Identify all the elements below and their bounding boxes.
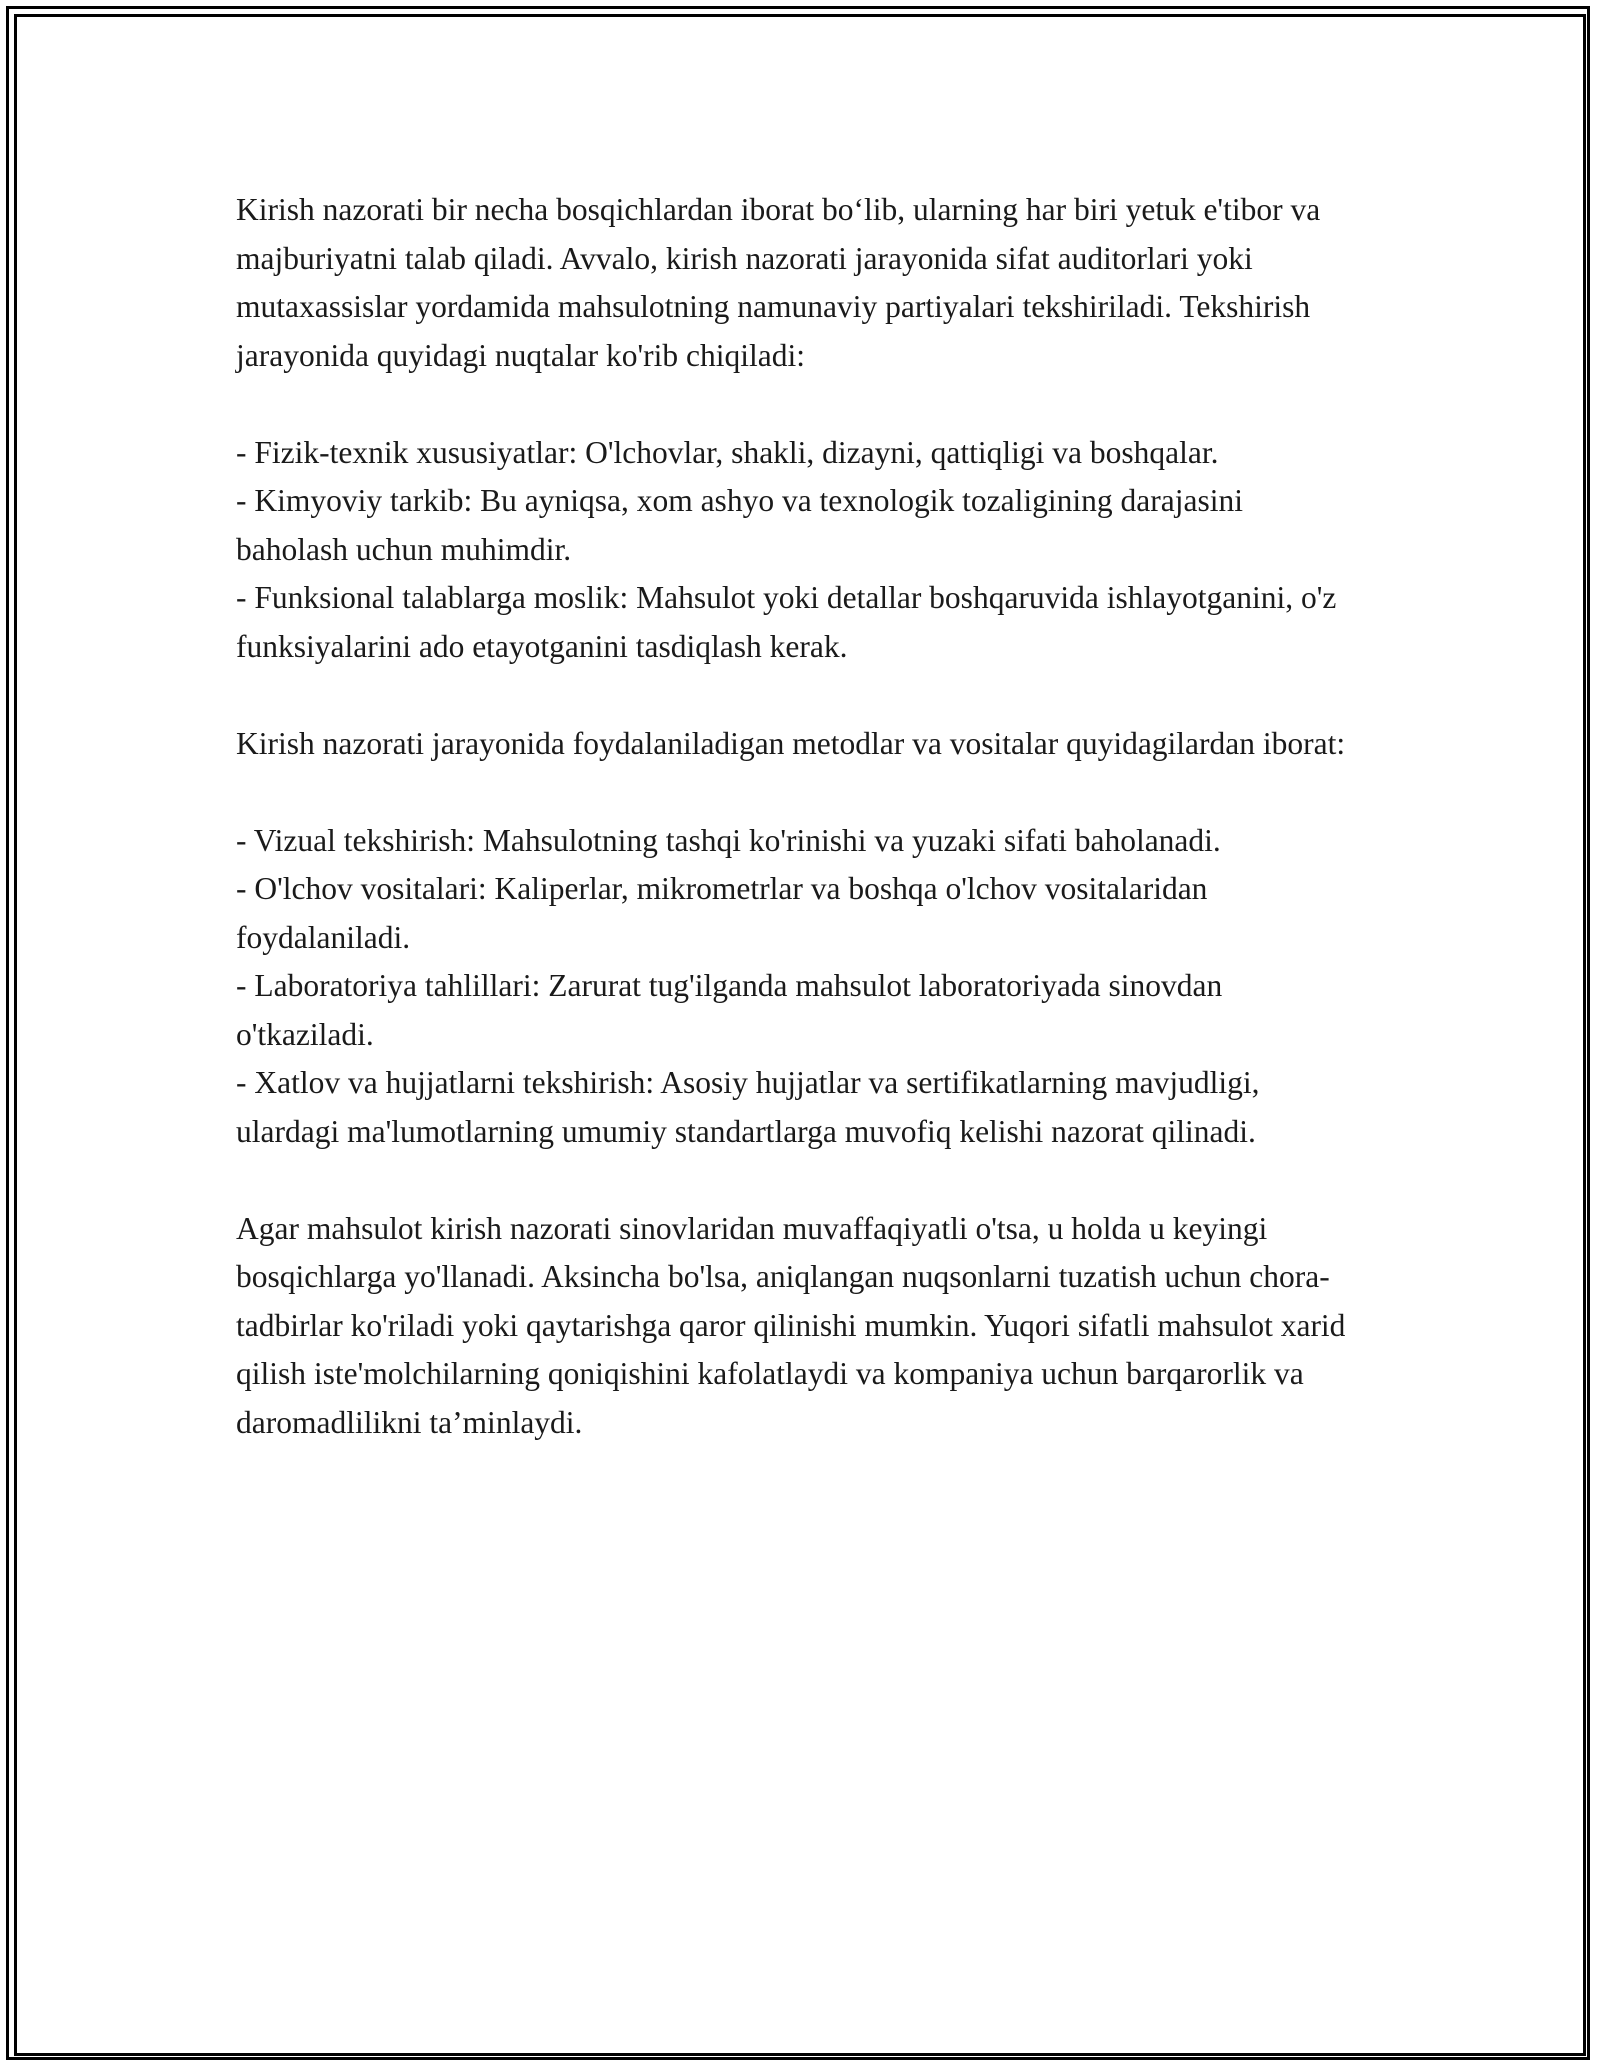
list-item: - Funksional talablarga moslik: Mahsulot yoki detallar boshqaruvida ishlayotganini, o'z funksiyalarini ado etayotganini tasdiqlash kerak. (236, 580, 1337, 664)
document-body (236, 186, 1356, 1496)
checks-list (236, 429, 1356, 672)
list-item: - Kimyoviy tarkib: Bu ayniqsa, xom ashyo va texnologik tozaligining darajasini baholash uchun muhimdir. (236, 483, 1243, 567)
methods-list (236, 817, 1356, 1157)
methods-intro-paragraph: Kirish nazorati jarayonida foydalaniladigan metodlar va vositalar quyidagilardan iborat: (236, 725, 1346, 761)
list-item: - Laboratoriya tahlillari: Zarurat tug'ilganda mahsulot laboratoriyada sinovdan o'tkaziladi. (236, 968, 1223, 1052)
list-item: - Fizik-texnik xususiyatlar: O'lchovlar, shakli, dizayni, qattiqligi va boshqalar. (236, 434, 1219, 470)
list-item: - Vizual tekshirish: Mahsulotning tashqi ko'rinishi va yuzaki sifati baholanadi. (236, 822, 1221, 858)
list-item: - O'lchov vositalari: Kaliperlar, mikrometrlar va boshqa o'lchov vositalaridan foydalaniladi. (236, 871, 1208, 955)
intro-paragraph: Kirish nazorati bir necha bosqichlardan iborat bo‘lib, ularning har biri yetuk e'tibor va majburiyatni talab qiladi. Avvalo, kirish nazorati jarayonida sifat auditorlari yoki mutaxassislar yordamida mahsulotning namunaviy partiyalari tekshiriladi. Tekshirish jarayonida quyidagi nuqtalar ko'rib chiqiladi: (236, 192, 1321, 373)
list-item: - Xatlov va hujjatlarni tekshirish: Asosiy hujjatlar va sertifikatlarning mavjudligi, ulardagi ma'lumotlarning umumiy standartlarga muvofiq kelishi nazorat qilinadi. (236, 1065, 1260, 1149)
conclusion-paragraph: Agar mahsulot kirish nazorati sinovlaridan muvaffaqiyatli o'tsa, u holda u keyingi bosqichlarga yo'llanadi. Aksincha bo'lsa, aniqlangan nuqsonlarni tuzatish uchun chora-tadbirlar ko'riladi yoki qaytarishga qaror qilinishi mumkin. Yuqori sifatli mahsulot xarid qilish iste'molchilarning qoniqishini kafolatlaydi va kompaniya uchun barqarorlik va daromadlilikni ta’minlaydi. (236, 1210, 1346, 1440)
